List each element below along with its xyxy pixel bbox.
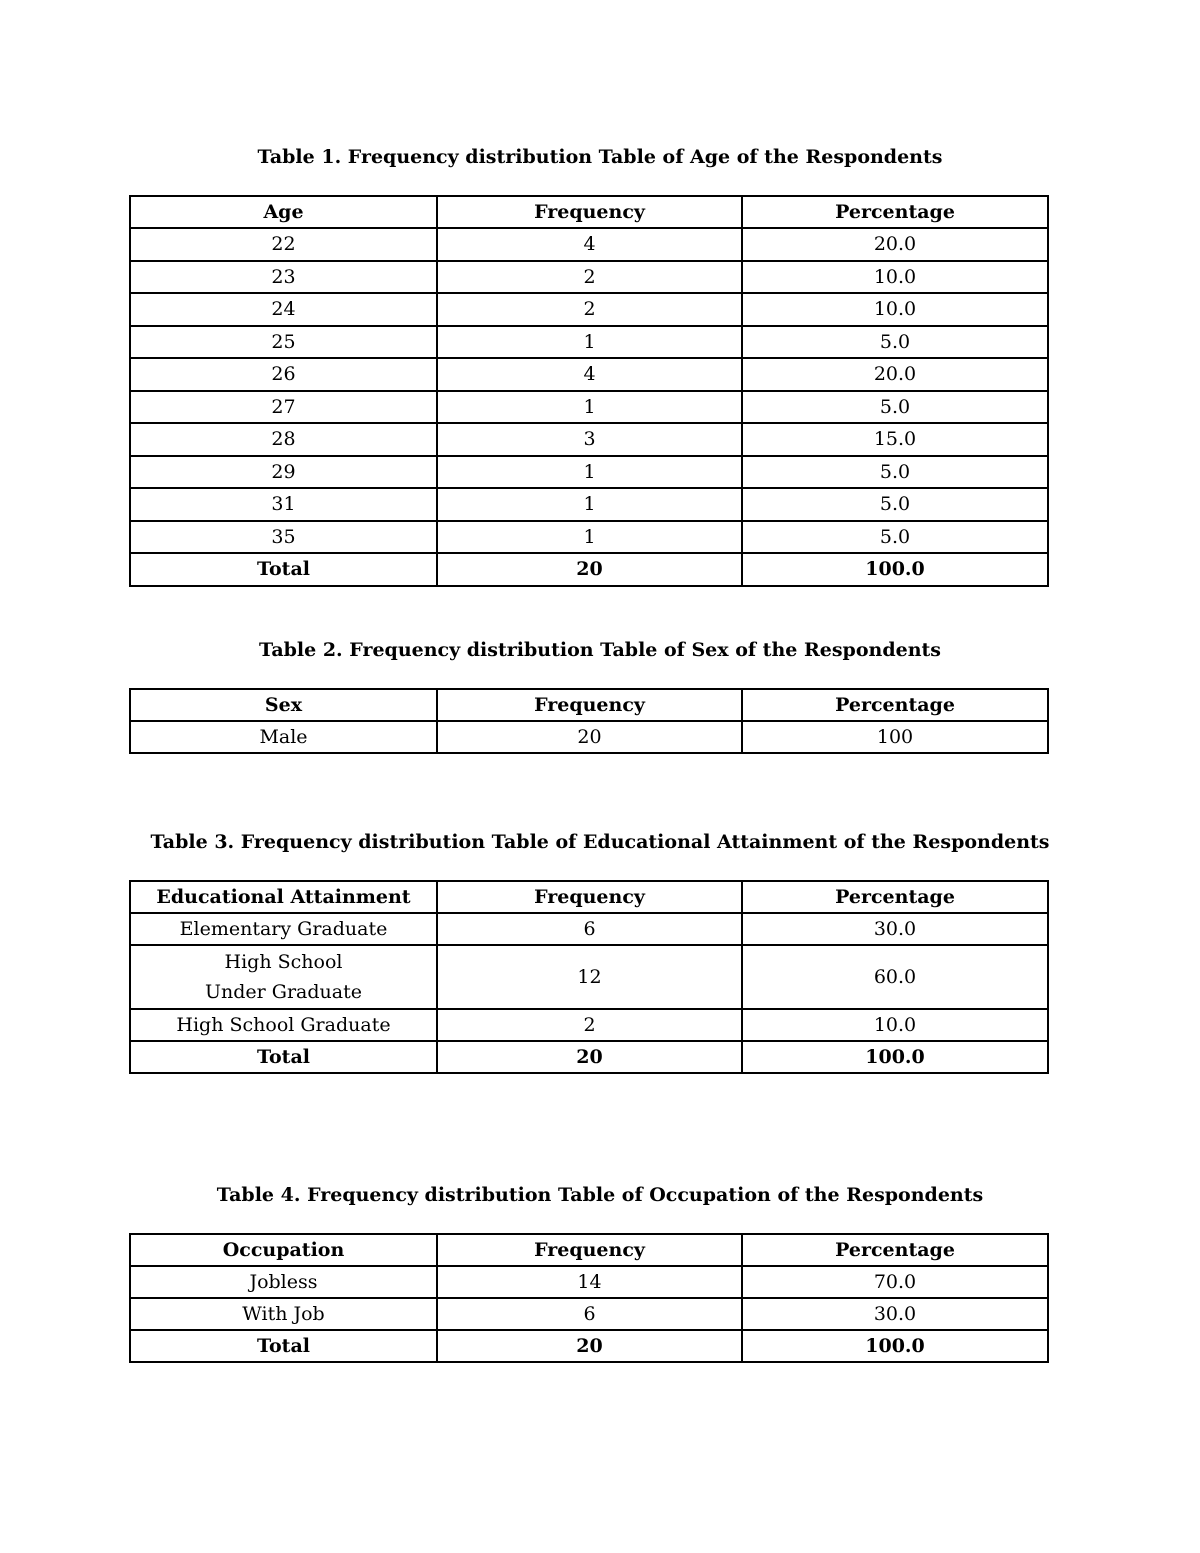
column-header: Percentage bbox=[742, 1234, 1048, 1266]
total-frequency: 20 bbox=[437, 1041, 742, 1073]
table-cell: 1 bbox=[437, 326, 742, 359]
table-row bbox=[130, 1009, 1048, 1041]
column-header: Frequency bbox=[437, 881, 742, 913]
table-header-row bbox=[130, 196, 1048, 228]
table-row bbox=[130, 456, 1048, 489]
column-header: Occupation bbox=[130, 1234, 437, 1266]
education-frequency-table bbox=[129, 880, 1049, 1074]
table-total-row bbox=[130, 1041, 1048, 1073]
column-header: Percentage bbox=[742, 196, 1048, 228]
table-cell: 4 bbox=[437, 228, 742, 261]
table-row bbox=[130, 261, 1048, 294]
table-cell: 24 bbox=[130, 293, 437, 326]
total-label: Total bbox=[130, 1330, 437, 1362]
column-header: Frequency bbox=[437, 196, 742, 228]
sex-frequency-table bbox=[129, 688, 1049, 754]
table-cell: 31 bbox=[130, 488, 437, 521]
table-cell: Elementary Graduate bbox=[130, 913, 437, 945]
table-total-row bbox=[130, 1330, 1048, 1362]
table-cell: 5.0 bbox=[742, 456, 1048, 489]
table-row bbox=[130, 293, 1048, 326]
total-percentage: 100.0 bbox=[742, 1041, 1048, 1073]
column-header: Percentage bbox=[742, 689, 1048, 721]
table-row bbox=[130, 228, 1048, 261]
table-cell: 6 bbox=[437, 1298, 742, 1330]
table-cell: 4 bbox=[437, 358, 742, 391]
table-cell: With Job bbox=[130, 1298, 437, 1330]
column-header: Educational Attainment bbox=[130, 881, 437, 913]
table-cell: 15.0 bbox=[742, 423, 1048, 456]
occupation-frequency-table bbox=[129, 1233, 1049, 1363]
table-cell: High School Under Graduate bbox=[130, 945, 437, 1009]
table-cell: 27 bbox=[130, 391, 437, 424]
table-cell: Jobless bbox=[130, 1266, 437, 1298]
table-row bbox=[130, 358, 1048, 391]
table-header-row bbox=[130, 881, 1048, 913]
table-total-row bbox=[130, 553, 1048, 586]
table-cell: 10.0 bbox=[742, 293, 1048, 326]
table-cell: 10.0 bbox=[742, 261, 1048, 294]
table-row bbox=[130, 488, 1048, 521]
table-row bbox=[130, 521, 1048, 554]
column-header: Percentage bbox=[742, 881, 1048, 913]
table-2-caption: Table 2. Frequency distribution Table of Sex of the Respondents bbox=[259, 639, 941, 661]
total-frequency: 20 bbox=[437, 1330, 742, 1362]
table-4-caption: Table 4. Frequency distribution Table of Occupation of the Respondents bbox=[216, 1184, 984, 1206]
table-cell: 3 bbox=[437, 423, 742, 456]
table-cell: 12 bbox=[437, 945, 742, 1009]
table-3-caption: Table 3. Frequency distribution Table of Educational Attainment of the Respondents bbox=[150, 831, 1050, 853]
table-row bbox=[130, 1298, 1048, 1330]
table-cell: 1 bbox=[437, 521, 742, 554]
total-percentage: 100.0 bbox=[742, 1330, 1048, 1362]
table-cell: 1 bbox=[437, 391, 742, 424]
table-cell: 22 bbox=[130, 228, 437, 261]
column-header: Frequency bbox=[437, 689, 742, 721]
table-cell: 28 bbox=[130, 423, 437, 456]
column-header: Frequency bbox=[437, 1234, 742, 1266]
column-header: Sex bbox=[130, 689, 437, 721]
table-cell: 26 bbox=[130, 358, 437, 391]
table-row bbox=[130, 1266, 1048, 1298]
table-cell: 2 bbox=[437, 293, 742, 326]
table-row bbox=[130, 721, 1048, 753]
table-header-row bbox=[130, 1234, 1048, 1266]
table-cell: 6 bbox=[437, 913, 742, 945]
table-cell: 20.0 bbox=[742, 228, 1048, 261]
table-cell: 5.0 bbox=[742, 326, 1048, 359]
table-row bbox=[130, 391, 1048, 424]
table-cell: Male bbox=[130, 721, 437, 753]
column-header: Age bbox=[130, 196, 437, 228]
table-cell: 5.0 bbox=[742, 521, 1048, 554]
table-header-row bbox=[130, 689, 1048, 721]
table-cell: 30.0 bbox=[742, 1298, 1048, 1330]
table-cell: 14 bbox=[437, 1266, 742, 1298]
age-frequency-table bbox=[129, 195, 1049, 587]
table-cell: 1 bbox=[437, 456, 742, 489]
table-cell: 23 bbox=[130, 261, 437, 294]
table-row bbox=[130, 945, 1048, 1009]
table-cell: 30.0 bbox=[742, 913, 1048, 945]
table-cell: 20.0 bbox=[742, 358, 1048, 391]
table-row bbox=[130, 326, 1048, 359]
table-cell: 1 bbox=[437, 488, 742, 521]
table-cell: 25 bbox=[130, 326, 437, 359]
table-cell: 5.0 bbox=[742, 391, 1048, 424]
total-frequency: 20 bbox=[437, 553, 742, 586]
table-cell: 100 bbox=[742, 721, 1048, 753]
table-1-caption: Table 1. Frequency distribution Table of Age of the Respondents bbox=[257, 146, 943, 168]
table-cell: 29 bbox=[130, 456, 437, 489]
table-cell: 10.0 bbox=[742, 1009, 1048, 1041]
table-cell: 35 bbox=[130, 521, 437, 554]
table-cell: 20 bbox=[437, 721, 742, 753]
total-label: Total bbox=[130, 1041, 437, 1073]
table-cell: 60.0 bbox=[742, 945, 1048, 1009]
table-cell: 2 bbox=[437, 1009, 742, 1041]
table-cell: High School Graduate bbox=[130, 1009, 437, 1041]
table-cell: 70.0 bbox=[742, 1266, 1048, 1298]
table-cell: 2 bbox=[437, 261, 742, 294]
total-percentage: 100.0 bbox=[742, 553, 1048, 586]
table-row bbox=[130, 913, 1048, 945]
total-label: Total bbox=[130, 553, 437, 586]
table-cell: 5.0 bbox=[742, 488, 1048, 521]
table-row bbox=[130, 423, 1048, 456]
